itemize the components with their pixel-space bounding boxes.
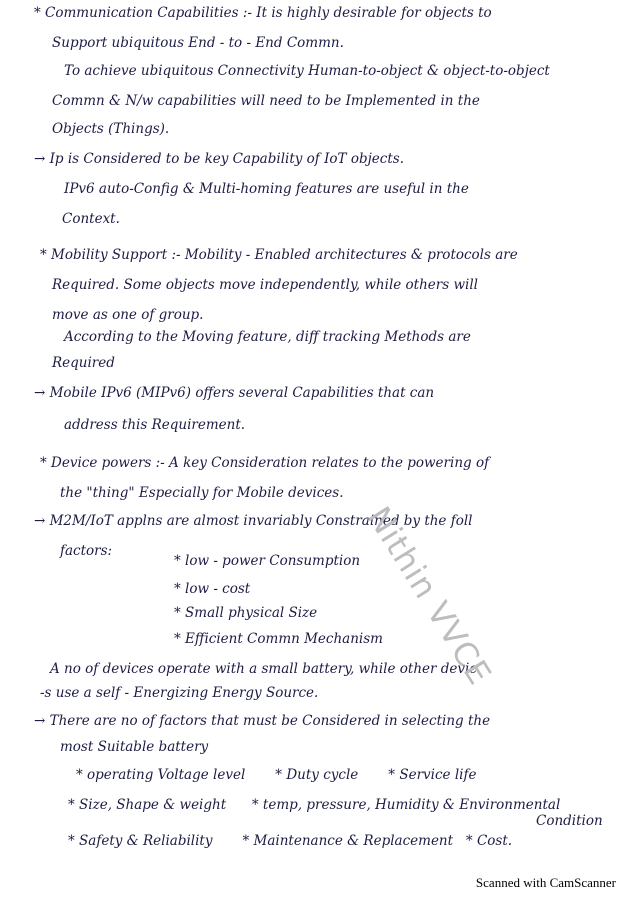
note-line: address this Requirement.	[64, 417, 246, 433]
note-line: * Safety & Reliability * Maintenance & Replacement * Cost.	[68, 833, 513, 849]
note-line: * Efficient Commn Mechanism	[174, 631, 383, 647]
note-line: Objects (Things).	[52, 121, 170, 137]
note-line: * Mobility Support :- Mobility - Enabled architectures & protocols are	[40, 247, 518, 263]
note-line: Required	[52, 355, 115, 371]
note-line: * Communication Capabilities :- It is highly desirable for objects to	[34, 5, 492, 21]
note-line: Commn & N/w capabilities will need to be Implemented in the	[52, 93, 480, 109]
note-line: → Ip is Considered to be key Capability of IoT objects.	[34, 151, 404, 167]
note-line: Support ubiquitous End - to - End Commn.	[52, 35, 344, 51]
note-line: -s use a self - Energizing Energy Source.	[40, 685, 319, 701]
note-line: move as one of group.	[52, 307, 204, 323]
note-line: → There are no of factors that must be Considered in selecting the	[34, 713, 491, 729]
note-line: IPv6 auto-Config & Multi-homing features are useful in the	[64, 181, 469, 197]
note-line: * operating Voltage level * Duty cycle * Service life	[76, 767, 477, 783]
note-line: To achieve ubiquitous Connectivity Human-to-object & object-to-object	[64, 63, 550, 79]
note-line: A no of devices operate with a small battery, while other devic	[50, 661, 477, 677]
watermark-text: Nithin VVCE	[359, 500, 500, 692]
note-line: * low - cost	[174, 581, 251, 597]
note-line: Condition	[536, 813, 603, 829]
note-line: According to the Moving feature, diff tracking Methods are	[64, 329, 471, 345]
note-line: factors:	[60, 543, 113, 559]
note-line: the "thing" Especially for Mobile devices.	[60, 485, 344, 501]
note-line: * Device powers :- A key Consideration relates to the powering of	[40, 455, 490, 471]
scanner-footer: Scanned with CamScanner	[475, 875, 616, 890]
note-line: most Suitable battery	[60, 739, 209, 755]
note-line: Context.	[62, 211, 120, 227]
note-line: → M2M/IoT applns are almost invariably Constrained by the foll	[34, 513, 473, 529]
note-line: Required. Some objects move independently, while others will	[52, 277, 478, 293]
note-line: * Small physical Size	[174, 605, 318, 621]
note-line: * Size, Shape & weight * temp, pressure, Humidity & Environmental	[68, 797, 561, 813]
note-line: * low - power Consumption	[174, 553, 361, 569]
note-line: → Mobile IPv6 (MIPv6) offers several Capabilities that can	[34, 385, 435, 401]
